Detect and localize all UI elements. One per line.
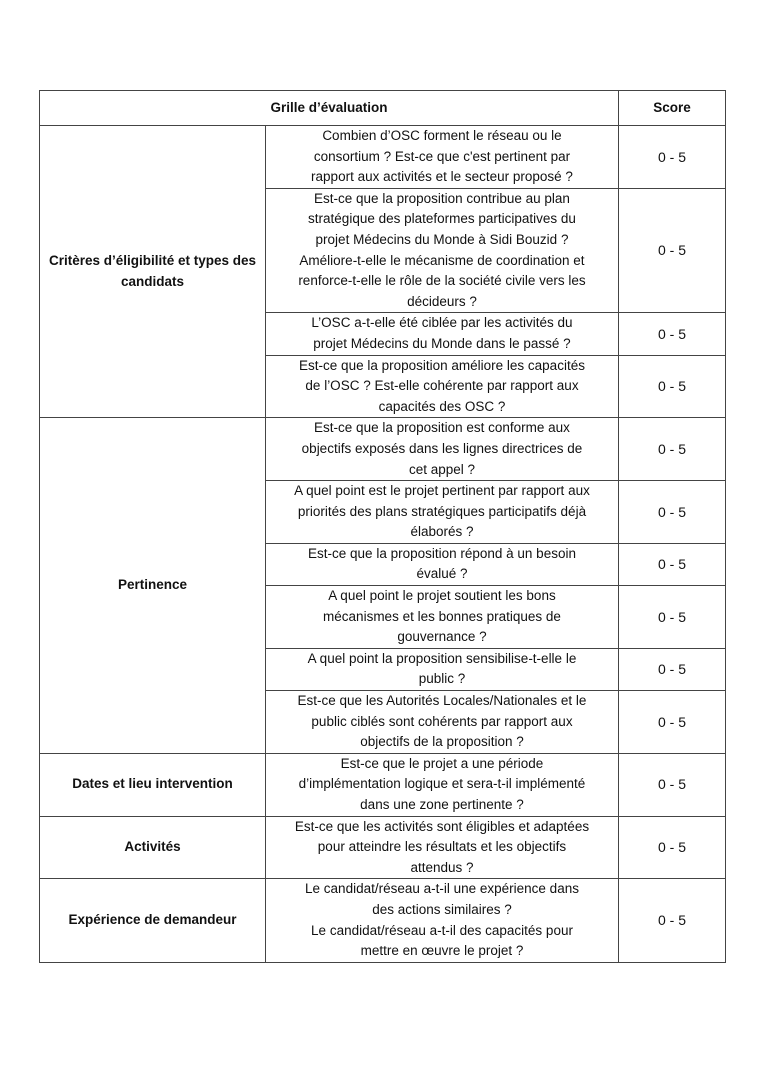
criterion-question: A quel point est le projet pertinent par rapport aux priorités des plans stratégiques participatifs déjà élaborés ? — [266, 481, 619, 544]
header-score: Score — [619, 91, 726, 126]
grid-body — [40, 126, 726, 963]
criterion-score: 0 - 5 — [619, 355, 726, 418]
criterion-score: 0 - 5 — [619, 313, 726, 355]
criterion-score: 0 - 5 — [619, 481, 726, 544]
criterion-question: Est-ce que les Autorités Locales/Nationales et le public ciblés sont cohérents par rapport aux objectifs de la proposition ? — [266, 691, 619, 754]
criterion-score: 0 - 5 — [619, 188, 726, 313]
table-row — [40, 126, 726, 189]
criterion-score: 0 - 5 — [619, 126, 726, 189]
criterion-question: A quel point la proposition sensibilise-t-elle le public ? — [266, 648, 619, 690]
criterion-question: Le candidat/réseau a-t-il une expérience dans des actions similaires ? Le candidat/réseau a-t-il des capacités pour mettre en œuvre le projet ? — [266, 879, 619, 962]
criterion-score: 0 - 5 — [619, 543, 726, 585]
header-row — [40, 91, 726, 126]
evaluation-grid-table — [39, 90, 726, 963]
criterion-score: 0 - 5 — [619, 586, 726, 649]
criterion-score: 0 - 5 — [619, 816, 726, 879]
criterion-score: 0 - 5 — [619, 418, 726, 481]
criterion-question: Est-ce que la proposition est conforme aux objectifs exposés dans les lignes directrices de cet appel ? — [266, 418, 619, 481]
criterion-question: A quel point le projet soutient les bons mécanismes et les bonnes pratiques de gouvernance ? — [266, 586, 619, 649]
table-row — [40, 418, 726, 481]
category-label: Pertinence — [40, 418, 266, 754]
category-label: Activités — [40, 816, 266, 879]
criterion-score: 0 - 5 — [619, 753, 726, 816]
criterion-score: 0 - 5 — [619, 879, 726, 962]
header-grid: Grille d’évaluation — [40, 91, 619, 126]
criterion-score: 0 - 5 — [619, 648, 726, 690]
table-row — [40, 753, 726, 816]
criterion-question: Est-ce que le projet a une période d’implémentation logique et sera-t-il implémenté dans une zone pertinente ? — [266, 753, 619, 816]
table-row — [40, 816, 726, 879]
criterion-question: Est-ce que les activités sont éligibles et adaptées pour atteindre les résultats et les objectifs attendus ? — [266, 816, 619, 879]
criterion-score: 0 - 5 — [619, 691, 726, 754]
criterion-question: Est-ce que la proposition améliore les capacités de l’OSC ? Est-elle cohérente par rapport aux capacités des OSC ? — [266, 355, 619, 418]
table-row — [40, 879, 726, 962]
criterion-question: Est-ce que la proposition contribue au plan stratégique des plateformes participatives du projet Médecins du Monde à Sidi Bouzid ? Améliore-t-elle le mécanisme de coordination et renforce-t-elle le rôle de la société civile vers les décideurs ? — [266, 188, 619, 313]
criterion-question: Combien d’OSC forment le réseau ou le consortium ? Est-ce que c'est pertinent par rapport aux activités et le secteur proposé ? — [266, 126, 619, 189]
category-label: Expérience de demandeur — [40, 879, 266, 962]
criterion-question: L’OSC a-t-elle été ciblée par les activités du projet Médecins du Monde dans le passé ? — [266, 313, 619, 355]
criterion-question: Est-ce que la proposition répond à un besoin évalué ? — [266, 543, 619, 585]
category-label: Critères d’éligibilité et types des candidats — [40, 126, 266, 418]
category-label: Dates et lieu intervention — [40, 753, 266, 816]
